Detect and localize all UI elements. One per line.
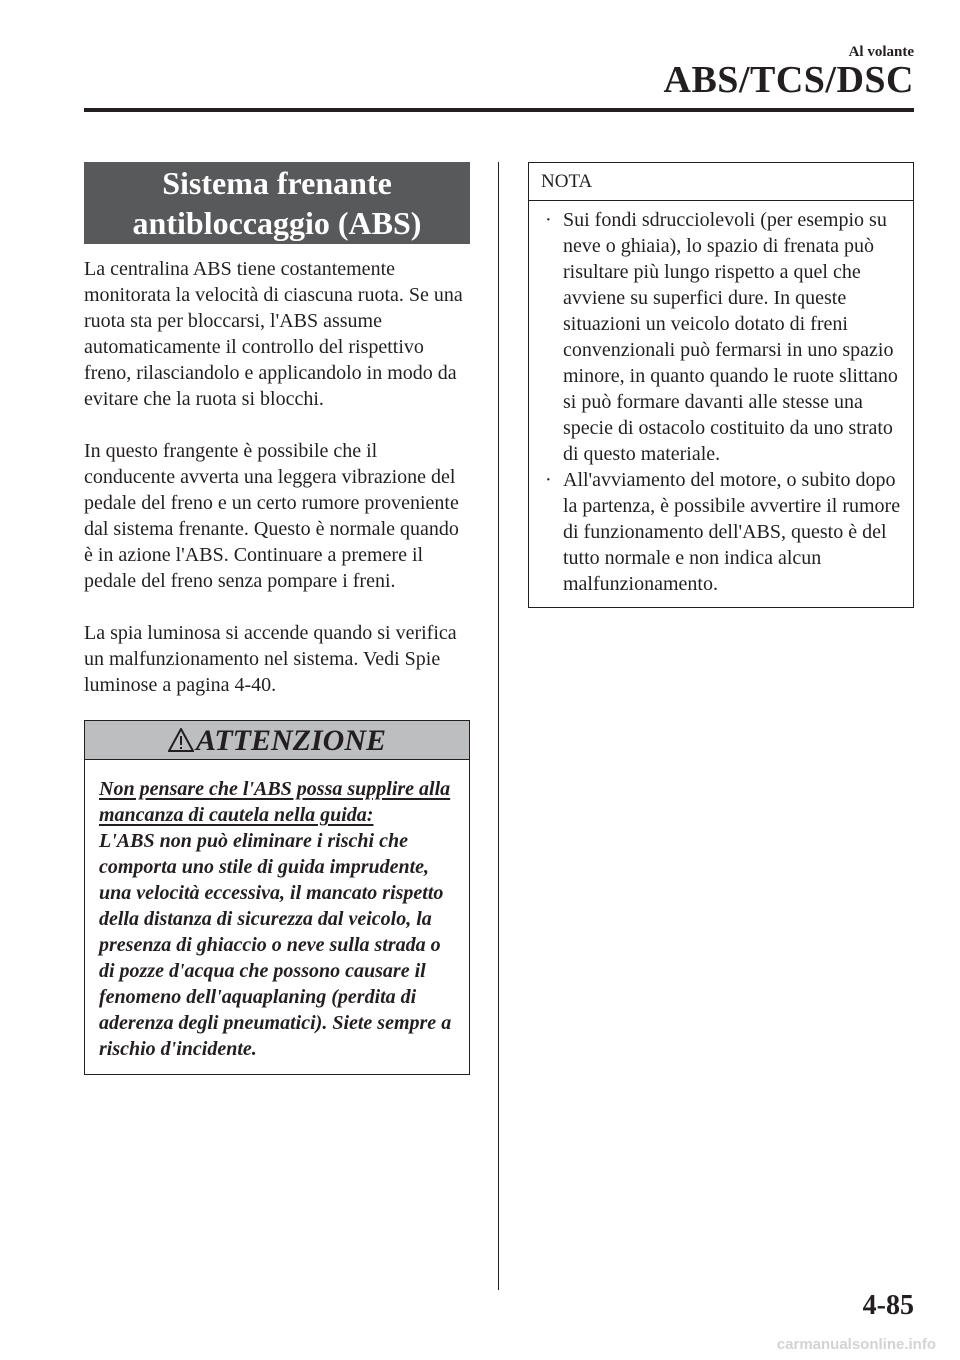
note-item-2: [545, 467, 903, 597]
right-column: [528, 162, 914, 608]
warning-triangle-icon: [168, 723, 194, 763]
bullet-icon: ·: [545, 469, 552, 491]
header-divider: [84, 108, 914, 112]
bullet-icon: ·: [545, 209, 552, 231]
note-item-text: Sui fondi sdrucciolevoli (per esempio su neve o ghiaia), lo spazio di frenata può risultare più lungo rispetto a quel che avviene su superfici dure. In queste situazioni un veicolo dotato di freni convenzionali può fermarsi in uno spazio minore, in quanto quando le ruote slittano si può formare davanti alle stesse una specie di ostacolo costituito da uno strato di questo materiale.: [563, 209, 898, 465]
body-paragraph-3: La spia luminosa si accende quando si verifica un malfunzionamento nel sistema. Vedi Spie luminose a pagina 4-40.: [84, 622, 457, 696]
warning-text: L'ABS non può eliminare i rischi che comporta uno stile di guida imprudente, una velocità eccessiva, il mancato rispetto della distanza di sicurezza dal veicolo, la presenza di ghiaccio o neve sulla strada o di pozze d'acqua che possono causare il fenomeno dell'aquaplaning (perdita di aderenza degli pneumatici). Siete sempre a rischio d'incidente.: [99, 830, 452, 1060]
body-paragraph-1: La centralina ABS tiene costantemente monitorata la velocità di ciascuna ruota. Se una ruota sta per bloccarsi, l'ABS assume automaticamente il controllo del rispettivo freno, rilasciandolo e applicandolo in modo da evitare che la ruota si blocchi.: [84, 258, 463, 410]
warning-heading: Non pensare che l'ABS possa supplire alla mancanza di cautela nella guida:: [99, 778, 451, 826]
page-number: 4-85: [862, 1290, 914, 1321]
body-paragraph-2: In questo frangente è possibile che il conducente avverta una leggera vibrazione del pedale del freno e un certo rumore proveniente dal sistema frenante. Questo è normale quando è in azione l'ABS. Continuare a premere il pedale del freno senza pompare i freni.: [84, 440, 459, 592]
note-title: NOTA: [529, 163, 913, 201]
note-box: [528, 162, 914, 608]
left-column: [84, 162, 470, 1075]
column-divider: [498, 162, 499, 1290]
section-title-box: [84, 162, 470, 244]
warning-body: [85, 760, 469, 1074]
note-item-text: All'avviamento del motore, o subito dopo la partenza, è possibile avvertire il rumore di funzionamento dell'ABS, questo è del tutto normale e non indica alcun malfunzionamento.: [563, 469, 901, 595]
header-chapter-title: ABS/TCS/DSC: [663, 59, 914, 101]
warning-title: ATTENZIONE: [195, 724, 387, 757]
section-title-line-2: antibloccaggio (ABS): [132, 205, 422, 241]
section-title-line-1: Sistema frenante: [162, 165, 392, 201]
note-item-1: [545, 207, 903, 467]
warning-box: [84, 720, 470, 1075]
site-watermark: carmanualsonline.info: [776, 1336, 936, 1353]
note-body: [529, 201, 913, 607]
warning-header: [85, 721, 469, 760]
header-section-title: Al volante: [848, 44, 914, 60]
